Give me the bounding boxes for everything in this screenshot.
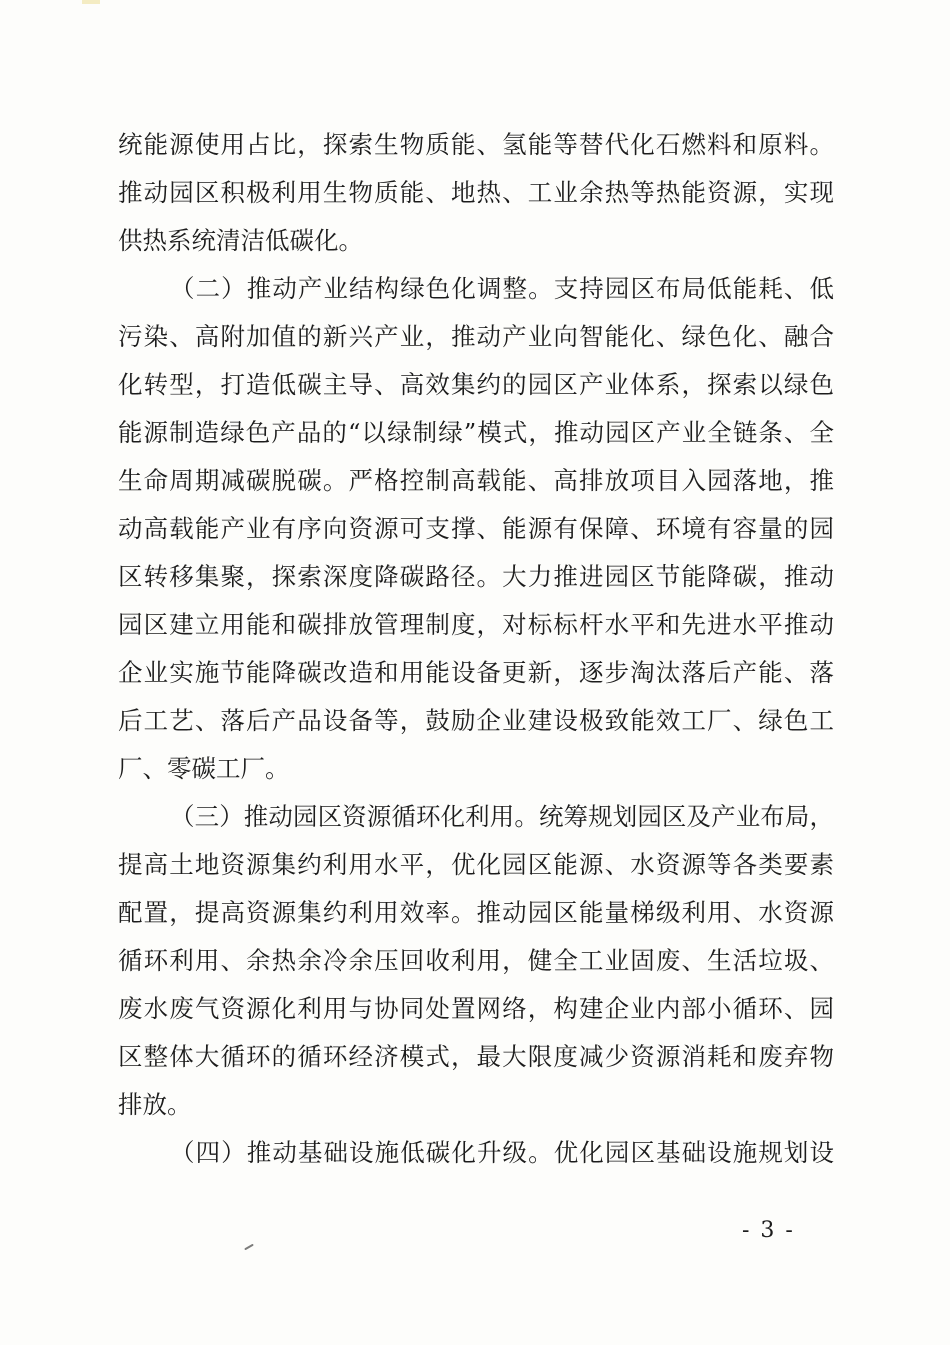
page-number: - 3 -	[742, 1218, 795, 1243]
text-line: 化转型，打造低碳主导、高效集约的园区产业体系，探索以绿色	[118, 370, 834, 399]
text-line: 园区建立用能和碳排放管理制度，对标标杆水平和先进水平推动	[118, 610, 834, 639]
paragraph	[118, 121, 834, 265]
text-line: 企业实施节能降碳改造和用能设备更新，逐步淘汰落后产能、落	[118, 658, 834, 687]
text-line: 废水废气资源化利用与协同处置网络，构建企业内部小循环、园	[118, 994, 834, 1023]
scan-pen-mark	[244, 1244, 254, 1251]
text-line: 厂、零碳工厂。	[118, 754, 290, 783]
text-line: 区整体大循环的循环经济模式，最大限度减少资源消耗和废弃物	[118, 1042, 834, 1071]
scan-corner-mark	[82, 0, 100, 4]
paragraph	[118, 265, 834, 793]
text-line: 推动园区积极利用生物质能、地热、工业余热等热能资源，实现	[118, 178, 834, 207]
text-line: 生命周期减碳脱碳。严格控制高载能、高排放项目入园落地，推	[118, 466, 834, 495]
text-line: 统能源使用占比，探索生物质能、氢能等替代化石燃料和原料。	[118, 130, 834, 159]
text-line: 能源制造绿色产品的“以绿制绿”模式，推动园区产业全链条、全	[118, 418, 834, 447]
text-line: 动高载能产业有序向资源可支撑、能源有保障、环境有容量的园	[118, 514, 834, 543]
text-line: 提高土地资源集约利用水平，优化园区能源、水资源等各类要素	[118, 850, 834, 879]
text-line: 配置，提高资源集约利用效率。推动园区能量梯级利用、水资源	[118, 898, 834, 927]
document-body	[118, 121, 834, 1177]
paragraph-heading-line: （三）推动园区资源循环化利用。统筹规划园区及产业布局，	[170, 802, 834, 831]
text-line: 污染、高附加值的新兴产业，推动产业向智能化、绿色化、融合	[118, 322, 834, 351]
text-line: 供热系统清洁低碳化。	[118, 226, 363, 255]
text-line: 后工艺、落后产品设备等，鼓励企业建设极致能效工厂、绿色工	[118, 706, 834, 735]
paragraph-heading-line: （二）推动产业结构绿色化调整。支持园区布局低能耗、低	[170, 274, 834, 303]
paragraph	[118, 793, 834, 1129]
paragraph	[118, 1129, 834, 1177]
text-line: 循环利用、余热余冷余压回收利用，健全工业固废、生活垃圾、	[118, 946, 834, 975]
text-line: 区转移集聚，探索深度降碳路径。大力推进园区节能降碳，推动	[118, 562, 834, 591]
paragraph-heading-line: （四）推动基础设施低碳化升级。优化园区基础设施规划设	[170, 1138, 834, 1167]
text-line: 排放。	[118, 1090, 192, 1119]
